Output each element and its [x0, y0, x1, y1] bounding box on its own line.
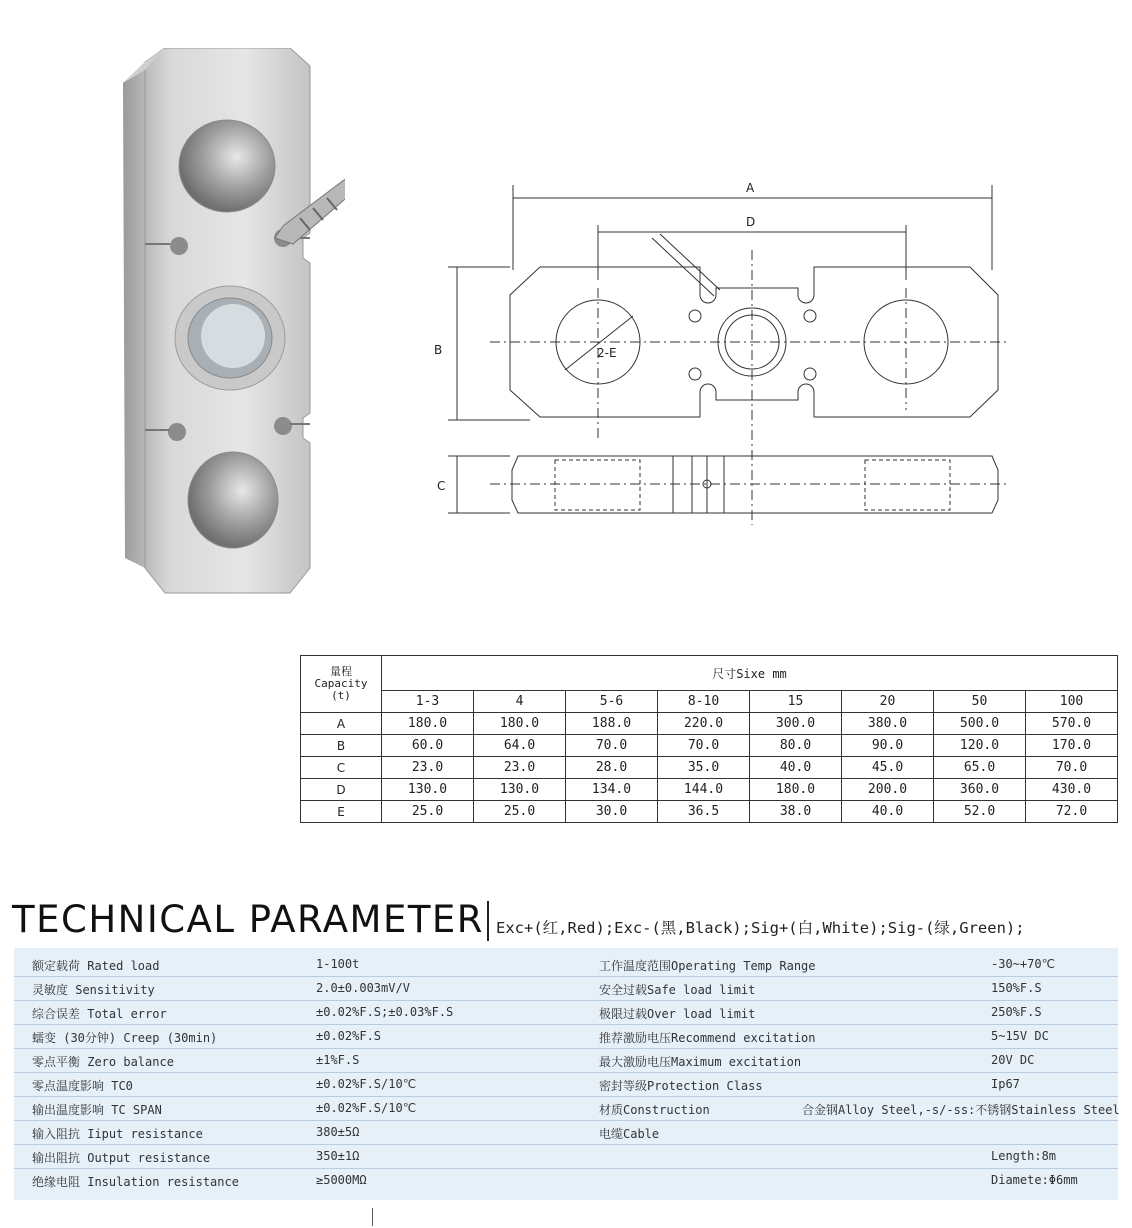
table-cell: 130.0: [382, 779, 474, 801]
technical-parameter-title: TECHNICAL PARAMETER: [12, 898, 485, 941]
table-cell: 40.0: [750, 757, 842, 779]
table-cell: 70.0: [1026, 757, 1118, 779]
capacity-cell: 15: [750, 691, 842, 713]
param-value: Diamete:Φ6mm: [991, 1173, 1078, 1187]
load-cell-photo: [115, 48, 345, 598]
capacity-cell: 50: [934, 691, 1026, 713]
param-value: 380±5Ω: [316, 1125, 360, 1139]
capacity-cell: 1-3: [382, 691, 474, 713]
capacity-cell: 5-6: [566, 691, 658, 713]
size-header: 尺寸Sixe mm: [382, 656, 1118, 691]
row-label: A: [301, 713, 382, 735]
table-cell: 35.0: [658, 757, 750, 779]
divider-tick: [372, 1208, 373, 1226]
param-label: 额定载荷 Rated load: [32, 959, 160, 973]
param-label: 绝缘电阻 Insulation resistance: [32, 1175, 239, 1189]
parameter-row: [14, 1024, 1118, 1049]
param-label: 电缆Cable: [599, 1127, 660, 1141]
capacity-header: 量程 Capacity (t): [301, 656, 382, 713]
table-cell: 23.0: [382, 757, 474, 779]
table-cell: 64.0: [474, 735, 566, 757]
dim-c-label: C: [437, 479, 446, 493]
capacity-cell: 20: [842, 691, 934, 713]
param-value: Length:8m: [991, 1149, 1057, 1163]
param-label: 零点平衡 Zero balance: [32, 1055, 174, 1069]
param-label: 密封等级Protection Class: [599, 1079, 763, 1093]
wiring-legend: Exc+(红,Red);Exc-(黑,Black);Sig+(白,White);Sig-(绿,Green);: [496, 919, 1025, 937]
param-value: ±0.02%F.S;±0.03%F.S: [316, 1005, 454, 1019]
table-cell: 360.0: [934, 779, 1026, 801]
heading-divider: [487, 901, 489, 941]
param-value: 150%F.S: [991, 981, 1042, 995]
table-cell: 220.0: [658, 713, 750, 735]
param-value: ±0.02%F.S/10℃: [316, 1077, 417, 1091]
table-cell: 180.0: [474, 713, 566, 735]
param-value: 350±1Ω: [316, 1149, 360, 1163]
table-cell: 380.0: [842, 713, 934, 735]
table-cell: 430.0: [1026, 779, 1118, 801]
table-cell: 70.0: [658, 735, 750, 757]
table-cell: 570.0: [1026, 713, 1118, 735]
parameter-row: [14, 952, 1118, 977]
param-label: 推荐激励电压Recommend excitation: [599, 1031, 816, 1045]
param-value: 合金钢Alloy Steel,-s/-ss:不锈钢Stainless Steel: [802, 1103, 1120, 1117]
parameter-row: [14, 1048, 1118, 1073]
param-label: 极限过载Over load limit: [599, 1007, 756, 1021]
param-value: 250%F.S: [991, 1005, 1042, 1019]
param-label: 输入阻抗 Iiput resistance: [32, 1127, 203, 1141]
param-value: 1-100t: [316, 957, 360, 971]
param-label: 综合误差 Total error: [32, 1007, 167, 1021]
parameter-row: [14, 1168, 1118, 1192]
table-cell: 188.0: [566, 713, 658, 735]
table-cell: 144.0: [658, 779, 750, 801]
parameter-row: [14, 1120, 1118, 1145]
dim-a-label: A: [746, 181, 755, 195]
table-row: [301, 735, 1118, 757]
row-label: E: [301, 801, 382, 823]
table-cell: 300.0: [750, 713, 842, 735]
table-cell: 134.0: [566, 779, 658, 801]
row-label: C: [301, 757, 382, 779]
parameter-row: [14, 976, 1118, 1001]
parameter-row: [14, 1144, 1118, 1169]
param-value: ±1%F.S: [316, 1053, 360, 1067]
dim-e-label: 2-E: [597, 346, 617, 360]
table-cell: 23.0: [474, 757, 566, 779]
table-cell: 180.0: [382, 713, 474, 735]
capacity-cell: 4: [474, 691, 566, 713]
parameter-row: [14, 1072, 1118, 1097]
table-cell: 25.0: [474, 801, 566, 823]
table-cell: 72.0: [1026, 801, 1118, 823]
table-cell: 25.0: [382, 801, 474, 823]
row-label: D: [301, 779, 382, 801]
param-value: 5~15V DC: [991, 1029, 1049, 1043]
table-cell: 38.0: [750, 801, 842, 823]
param-label: 工作温度范围Operating Temp Range: [599, 959, 816, 973]
param-value: Ip67: [991, 1077, 1020, 1091]
param-value: ±0.02%F.S/10℃: [316, 1101, 417, 1115]
table-cell: 170.0: [1026, 735, 1118, 757]
row-label: B: [301, 735, 382, 757]
capacity-cell: 100: [1026, 691, 1118, 713]
param-label: 零点温度影响 TC0: [32, 1079, 133, 1093]
table-cell: 36.5: [658, 801, 750, 823]
table-cell: 28.0: [566, 757, 658, 779]
param-label: 灵敏度 Sensitivity: [32, 983, 155, 997]
table-row: [301, 779, 1118, 801]
capacity-cell: 8-10: [658, 691, 750, 713]
table-cell: 200.0: [842, 779, 934, 801]
table-cell: 52.0: [934, 801, 1026, 823]
parameter-row: [14, 1096, 1118, 1121]
table-cell: 90.0: [842, 735, 934, 757]
table-row: [301, 801, 1118, 823]
dim-d-label: D: [746, 215, 756, 229]
table-cell: 70.0: [566, 735, 658, 757]
table-cell: 80.0: [750, 735, 842, 757]
param-value: ±0.02%F.S: [316, 1029, 382, 1043]
param-label: 最大激励电压Maximum excitation: [599, 1055, 802, 1069]
table-row: [301, 757, 1118, 779]
table-cell: 120.0: [934, 735, 1026, 757]
param-label: 安全过载Safe load limit: [599, 983, 756, 997]
table-row: [301, 713, 1118, 735]
table-cell: 60.0: [382, 735, 474, 757]
dimension-table: [300, 655, 1118, 823]
dimension-drawing: [430, 170, 1010, 530]
table-cell: 45.0: [842, 757, 934, 779]
table-cell: 500.0: [934, 713, 1026, 735]
param-value: -30~+70℃: [991, 957, 1056, 971]
param-label: 输出温度影响 TC SPAN: [32, 1103, 162, 1117]
table-cell: 65.0: [934, 757, 1026, 779]
table-cell: 40.0: [842, 801, 934, 823]
param-label: 材质Construction: [599, 1103, 710, 1117]
table-cell: 30.0: [566, 801, 658, 823]
dim-b-label: B: [434, 343, 443, 357]
param-value: 20V DC: [991, 1053, 1035, 1067]
param-label: 输出阻抗 Output resistance: [32, 1151, 211, 1165]
table-cell: 180.0: [750, 779, 842, 801]
param-value: 2.0±0.003mV/V: [316, 981, 410, 995]
parameter-row: [14, 1000, 1118, 1025]
table-cell: 130.0: [474, 779, 566, 801]
param-value: ≥5000MΩ: [316, 1173, 367, 1187]
param-label: 蠕变 (30分钟) Creep (30min): [32, 1031, 218, 1045]
parameter-table: [14, 948, 1118, 1200]
